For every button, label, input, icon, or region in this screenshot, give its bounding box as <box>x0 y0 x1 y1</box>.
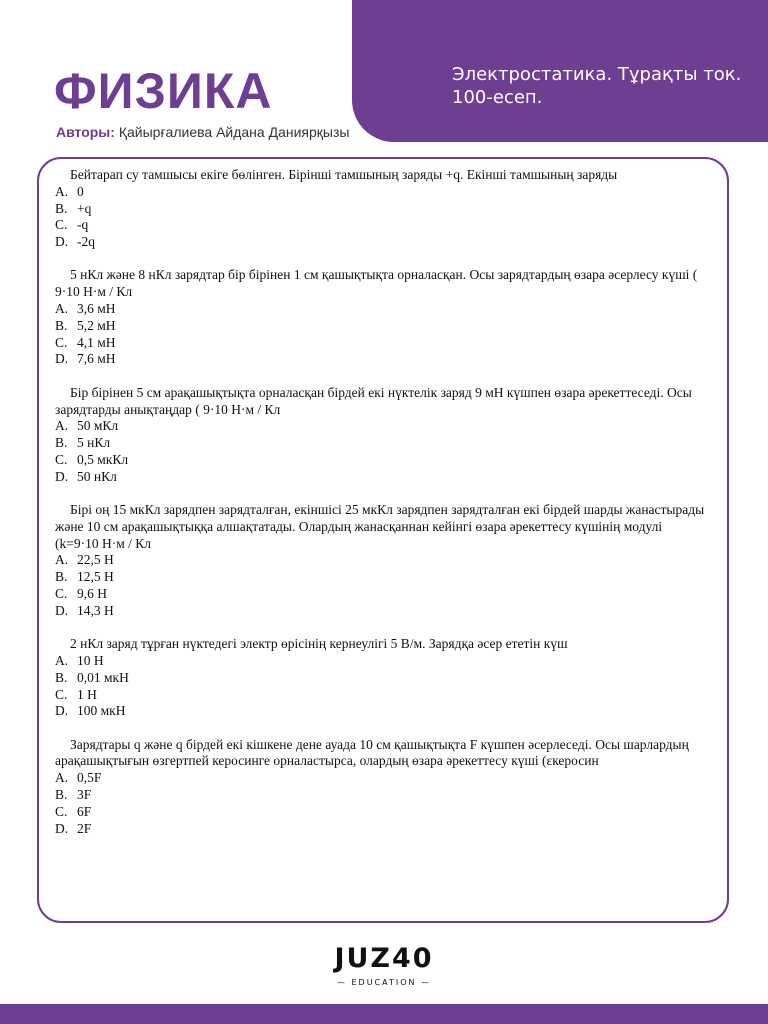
option-b <box>55 670 705 687</box>
questions-list <box>55 167 705 854</box>
question-4 <box>55 502 705 620</box>
option-text: 14,3 Н <box>77 602 114 618</box>
option-letter: D. <box>55 703 69 719</box>
question-3 <box>55 385 705 486</box>
option-text: 5 нКл <box>77 435 111 451</box>
footer-bar <box>0 1004 768 1024</box>
option-a <box>55 552 705 569</box>
option-text: 0,5F <box>77 770 102 786</box>
question-1 <box>55 167 705 251</box>
option-text: 22,5 Н <box>77 552 114 568</box>
option-letter: B. <box>55 787 68 802</box>
option-c <box>55 687 705 704</box>
option-text: 4,1 мН <box>77 334 116 350</box>
option-letter: B. <box>55 669 68 685</box>
option-text: +q <box>77 200 92 216</box>
option-text: 12,5 Н <box>77 569 114 585</box>
juz40-logo <box>0 944 768 987</box>
option-b <box>55 435 705 452</box>
option-c <box>55 586 705 603</box>
question-text: Бейтарап су тамшысы екіге бөлінген. Бірінші тамшының заряды +q. Екінші тамшының заряды <box>70 167 618 182</box>
option-text: -2q <box>77 234 95 250</box>
option-letter: D. <box>55 820 69 836</box>
option-text: 6F <box>77 803 92 819</box>
question-text: Бірі оң 15 мкКл зарядпен зарядталған, екіншісі 25 мкКл зарядпен зарядталған екі бірдей шарды жанастырады және 10 см арақашықтыққа алшақтатады. Олардың жанасқаннан кейінгі өзара әрекеттесу күшінің модулі <box>55 502 705 534</box>
option-d <box>55 351 705 368</box>
option-letter: B. <box>55 200 68 216</box>
option-letter: B. <box>55 569 68 585</box>
option-text: 9,6 Н <box>77 586 107 602</box>
logo-brand: JUZ40 <box>334 943 434 974</box>
option-text: 1 Н <box>77 686 97 702</box>
question-text: 5 нКл және 8 нКл зарядтар бір бірінен 1 см қашықтықта орналасқан. Осы зарядтардың өзара әсерлесу күші ( 9·10 Н·м / Кл <box>55 267 698 300</box>
question-text: 2 нКл заряд тұрған нүктедегі электр өрісінің кернеулігі 5 В/м. Зарядқа әсер ететін күш <box>70 636 568 652</box>
option-a <box>55 184 705 201</box>
option-a <box>55 301 705 318</box>
option-d <box>55 603 705 620</box>
option-letter: C. <box>55 803 68 819</box>
option-letter: D. <box>55 234 69 250</box>
option-c <box>55 217 705 234</box>
question-text: Бір бірінен 5 см арақашықтықта орналасқан бірдей екі нүктелік заряд 9 мН күшпен өзара әрекеттеседі. Осы зарядтарды анықтаңдар ( 9·10 Н·м / Кл <box>55 384 692 417</box>
option-letter: C. <box>55 586 68 602</box>
option-text: 0,5 мкКл <box>77 451 129 467</box>
option-a <box>55 770 705 787</box>
option-letter: C. <box>55 217 68 233</box>
authors-name: Қайырғалиева Айдана Даниярқызы <box>118 124 350 140</box>
option-text: 3,6 мН <box>77 301 116 317</box>
page-title: ФИЗИКА <box>54 63 273 119</box>
option-c <box>55 335 705 352</box>
question-6 <box>55 737 705 838</box>
option-text: 2F <box>77 820 92 836</box>
question-text: Зарядтары q және q бірдей екі кішкене дене ауада 10 см қашықтықта F күшпен әсерлеседі. Осы шарлардың арақашықтығын өзгертпей керосинге орналастырса, олардың өзара әрекеттесу күші (εкеросин <box>55 736 689 769</box>
option-b <box>55 201 705 218</box>
option-letter: C. <box>55 451 68 467</box>
authors-label: Авторы: <box>56 124 115 140</box>
option-d <box>55 821 705 838</box>
option-a <box>55 653 705 670</box>
option-d <box>55 469 705 486</box>
option-letter: A. <box>55 418 69 434</box>
option-text: 50 нКл <box>77 468 117 484</box>
option-text: 0,01 мкН <box>77 669 129 685</box>
option-letter: A. <box>55 770 69 786</box>
option-text: 7,6 мН <box>77 351 116 367</box>
option-letter: D. <box>55 351 69 367</box>
authors-line <box>56 123 349 141</box>
option-text: 100 мкН <box>77 703 126 719</box>
option-letter: A. <box>55 652 69 668</box>
option-letter: C. <box>55 686 68 702</box>
option-text: 3F <box>77 787 92 802</box>
option-letter: C. <box>55 334 68 350</box>
logo-subtitle: — EDUCATION — <box>336 978 432 987</box>
option-letter: A. <box>55 183 69 199</box>
option-text: -q <box>77 217 89 233</box>
option-letter: A. <box>55 301 69 317</box>
option-text: 5,2 мН <box>77 317 116 333</box>
option-a <box>55 418 705 435</box>
option-c <box>55 804 705 821</box>
option-letter: D. <box>55 468 69 484</box>
option-b <box>55 569 705 586</box>
option-letter: A. <box>55 552 69 568</box>
option-d <box>55 234 705 251</box>
option-text: 50 мКл <box>77 418 119 434</box>
option-text: 0 <box>77 183 84 199</box>
option-letter: B. <box>55 435 68 451</box>
question-2 <box>55 267 705 368</box>
header-subtitle: Электростатика. Тұрақты ток. 100-есеп. <box>452 64 742 108</box>
question-5 <box>55 636 705 720</box>
option-letter: D. <box>55 602 69 618</box>
option-d <box>55 703 705 720</box>
option-b <box>55 787 705 804</box>
option-letter: B. <box>55 317 68 333</box>
option-c <box>55 452 705 469</box>
option-b <box>55 318 705 335</box>
question-text-formula: (k=9·10 Н·м / Кл <box>55 535 152 551</box>
option-text: 10 Н <box>77 652 104 668</box>
